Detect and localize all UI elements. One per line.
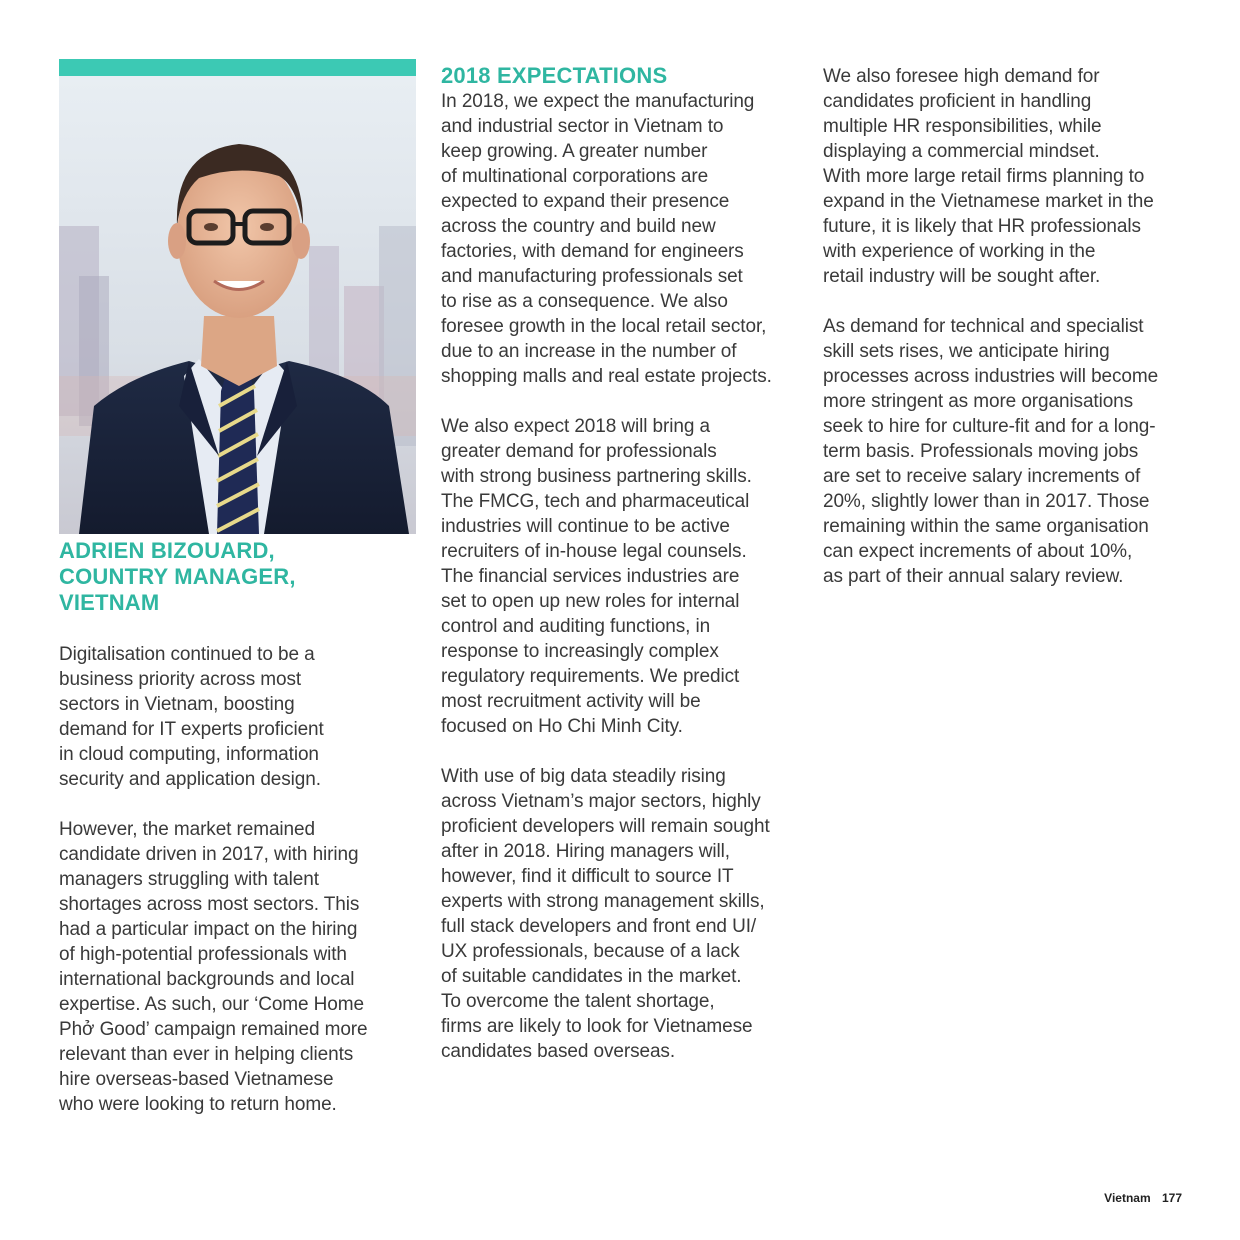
page-number: 177 [1161,1191,1182,1205]
text-line: term basis. Professionals moving jobs [823,441,1139,462]
text-line: after in 2018. Hiring managers will, [441,841,730,862]
text-line: sectors in Vietnam, boosting [59,694,295,715]
text-line: To overcome the talent shortage, [441,991,715,1012]
text-line: retail industry will be sought after. [823,266,1101,287]
text-line: with experience of working in the [823,241,1096,262]
text-line: remaining within the same organisation [823,516,1149,537]
text-line: We also foresee high demand for [823,66,1100,87]
text-line: focused on Ho Chi Minh City. [441,716,683,737]
text-line: proficient developers will remain sought [441,816,770,837]
text-line: recruiters of in-house legal counsels. [441,541,747,562]
text-line: candidates proficient in handling [823,91,1092,112]
text-line: With use of big data steadily rising [441,766,726,787]
text-line: had a particular impact on the hiring [59,919,358,940]
text-line: most recruitment activity will be [441,691,701,712]
text-line: UX professionals, because of a lack [441,941,740,962]
text-line: security and application design. [59,769,321,790]
text-line: expected to expand their presence [441,191,730,212]
text-line: processes across industries will become [823,366,1159,387]
text-line: of suitable candidates in the market. [441,966,742,987]
text-line: shortages across most sectors. This [59,894,360,915]
text-line: relevant than ever in helping clients [59,1044,354,1065]
page-footer [1104,1191,1182,1205]
text-line: future, it is likely that HR professionals [823,216,1141,237]
text-line: expertise. As such, our ‘Come Home [59,994,364,1015]
text-line: With more large retail firms planning to [823,166,1145,187]
text-line: with strong business partnering skills. [441,466,752,487]
text-line: candidates based overseas. [441,1041,676,1062]
text-line: of multinational corporations are [441,166,709,187]
text-line: candidate driven in 2017, with hiring [59,844,359,865]
profile-name-heading [59,538,404,616]
text-line: skill sets rises, we anticipate hiring [823,341,1110,362]
paragraph [441,89,801,389]
text-line: However, the market remained [59,819,315,840]
text-line: foresee growth in the local retail sector, [441,316,767,337]
paragraph [823,314,1193,589]
accent-bar [59,59,416,76]
column-middle [441,63,801,1064]
profile-country-line: VIETNAM [59,590,160,615]
text-line: Phở Good’ campaign remained more [59,1019,368,1040]
text-line: shopping malls and real estate projects. [441,366,772,387]
text-line: seek to hire for culture-fit and for a long- [823,416,1156,437]
text-line: As demand for technical and specialist [823,316,1144,337]
text-line: The financial services industries are [441,566,740,587]
text-line: across the country and build new [441,216,716,237]
text-line: control and auditing functions, in [441,616,711,637]
text-line: hire overseas-based Vietnamese [59,1069,334,1090]
text-line: can expect increments of about 10%, [823,541,1133,562]
text-line: more stringent as more organisations [823,391,1134,412]
text-line: keep growing. A greater number [441,141,708,162]
text-line: across Vietnam’s major sectors, highly [441,791,761,812]
text-line: We also expect 2018 will bring a [441,416,710,437]
text-line: of high-potential professionals with [59,944,347,965]
text-line: due to an increase in the number of [441,341,737,362]
text-line: industries will continue to be active [441,516,730,537]
text-line: firms are likely to look for Vietnamese [441,1016,753,1037]
paragraph [59,817,404,1117]
text-line: factories, with demand for engineers [441,241,744,262]
text-line: who were looking to return home. [59,1094,337,1115]
portrait-photo [59,76,416,534]
text-line: as part of their annual salary review. [823,566,1124,587]
footer-section-label: Vietnam [1104,1191,1151,1205]
text-line: experts with strong management skills, [441,891,765,912]
paragraph [823,64,1193,289]
text-line: are set to receive salary increments of [823,466,1141,487]
text-line: In 2018, we expect the manufacturing [441,91,755,112]
text-line: and manufacturing professionals set [441,266,743,287]
column-left [59,538,404,1117]
section-heading: 2018 EXPECTATIONS [441,63,668,88]
text-line: set to open up new roles for internal [441,591,740,612]
text-line: expand in the Vietnamese market in the [823,191,1154,212]
text-line: business priority across most [59,669,302,690]
paragraph [441,764,801,1064]
text-line: demand for IT experts proficient [59,719,324,740]
text-line: regulatory requirements. We predict [441,666,740,687]
text-line: The FMCG, tech and pharmaceutical [441,491,750,512]
text-line: full stack developers and front end UI/ [441,916,757,937]
text-line: however, find it difficult to source IT [441,866,734,887]
text-line: managers struggling with talent [59,869,319,890]
profile-title-line: COUNTRY MANAGER, [59,564,296,589]
text-line: international backgrounds and local [59,969,355,990]
text-line: multiple HR responsibilities, while [823,116,1102,137]
column-right [823,64,1193,589]
text-line: Digitalisation continued to be a [59,644,315,665]
text-line: in cloud computing, information [59,744,319,765]
paragraph [59,642,404,792]
text-line: displaying a commercial mindset. [823,141,1100,162]
text-line: to rise as a consequence. We also [441,291,728,312]
text-line: response to increasingly complex [441,641,719,662]
text-line: greater demand for professionals [441,441,717,462]
paragraph [441,414,801,739]
text-line: and industrial sector in Vietnam to [441,116,724,137]
profile-name-line: ADRIEN BIZOUARD, [59,538,275,563]
text-line: 20%, slightly lower than in 2017. Those [823,491,1150,512]
